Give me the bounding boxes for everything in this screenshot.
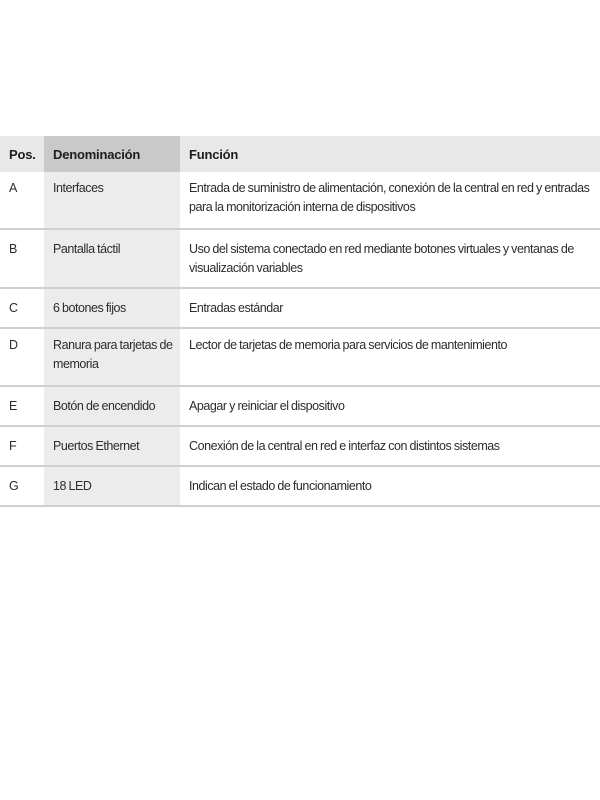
- cell-pos: D: [0, 328, 44, 386]
- table-header: [0, 136, 600, 172]
- cell-funcion: Lector de tarjetas de memoria para servicios de mantenimiento: [180, 328, 600, 386]
- cell-denominacion: Puertos Ethernet: [44, 426, 180, 466]
- cell-funcion: Uso del sistema conectado en red mediante botones virtuales y ventanas de visualización variables: [180, 229, 600, 288]
- table-row: [0, 288, 600, 328]
- components-table: [0, 136, 600, 507]
- header-pos: Pos.: [0, 136, 44, 172]
- cell-pos: A: [0, 172, 44, 229]
- table-row: [0, 328, 600, 386]
- table-row: [0, 466, 600, 506]
- cell-funcion: Conexión de la central en red e interfaz con distintos sistemas: [180, 426, 600, 466]
- header-row: [0, 136, 600, 172]
- components-table-wrapper: [0, 136, 600, 507]
- table-row: [0, 229, 600, 288]
- table-row: [0, 386, 600, 426]
- cell-pos: E: [0, 386, 44, 426]
- cell-funcion: Entrada de suministro de alimentación, conexión de la central en red y entradas para la monitorización interna de dispositivos: [180, 172, 600, 229]
- table-row: [0, 426, 600, 466]
- header-funcion: Función: [180, 136, 600, 172]
- table-row: [0, 172, 600, 229]
- cell-pos: C: [0, 288, 44, 328]
- cell-pos: G: [0, 466, 44, 506]
- cell-funcion: Apagar y reiniciar el dispositivo: [180, 386, 600, 426]
- cell-denominacion: Botón de encendido: [44, 386, 180, 426]
- cell-denominacion: Ranura para tarjetas de memoria: [44, 328, 180, 386]
- cell-denominacion: 18 LED: [44, 466, 180, 506]
- table-body: [0, 172, 600, 506]
- cell-funcion: Indican el estado de funcionamiento: [180, 466, 600, 506]
- cell-denominacion: Pantalla táctil: [44, 229, 180, 288]
- cell-denominacion: 6 botones fijos: [44, 288, 180, 328]
- cell-pos: B: [0, 229, 44, 288]
- cell-pos: F: [0, 426, 44, 466]
- header-denominacion: Denominación: [44, 136, 180, 172]
- cell-denominacion: Interfaces: [44, 172, 180, 229]
- cell-funcion: Entradas estándar: [180, 288, 600, 328]
